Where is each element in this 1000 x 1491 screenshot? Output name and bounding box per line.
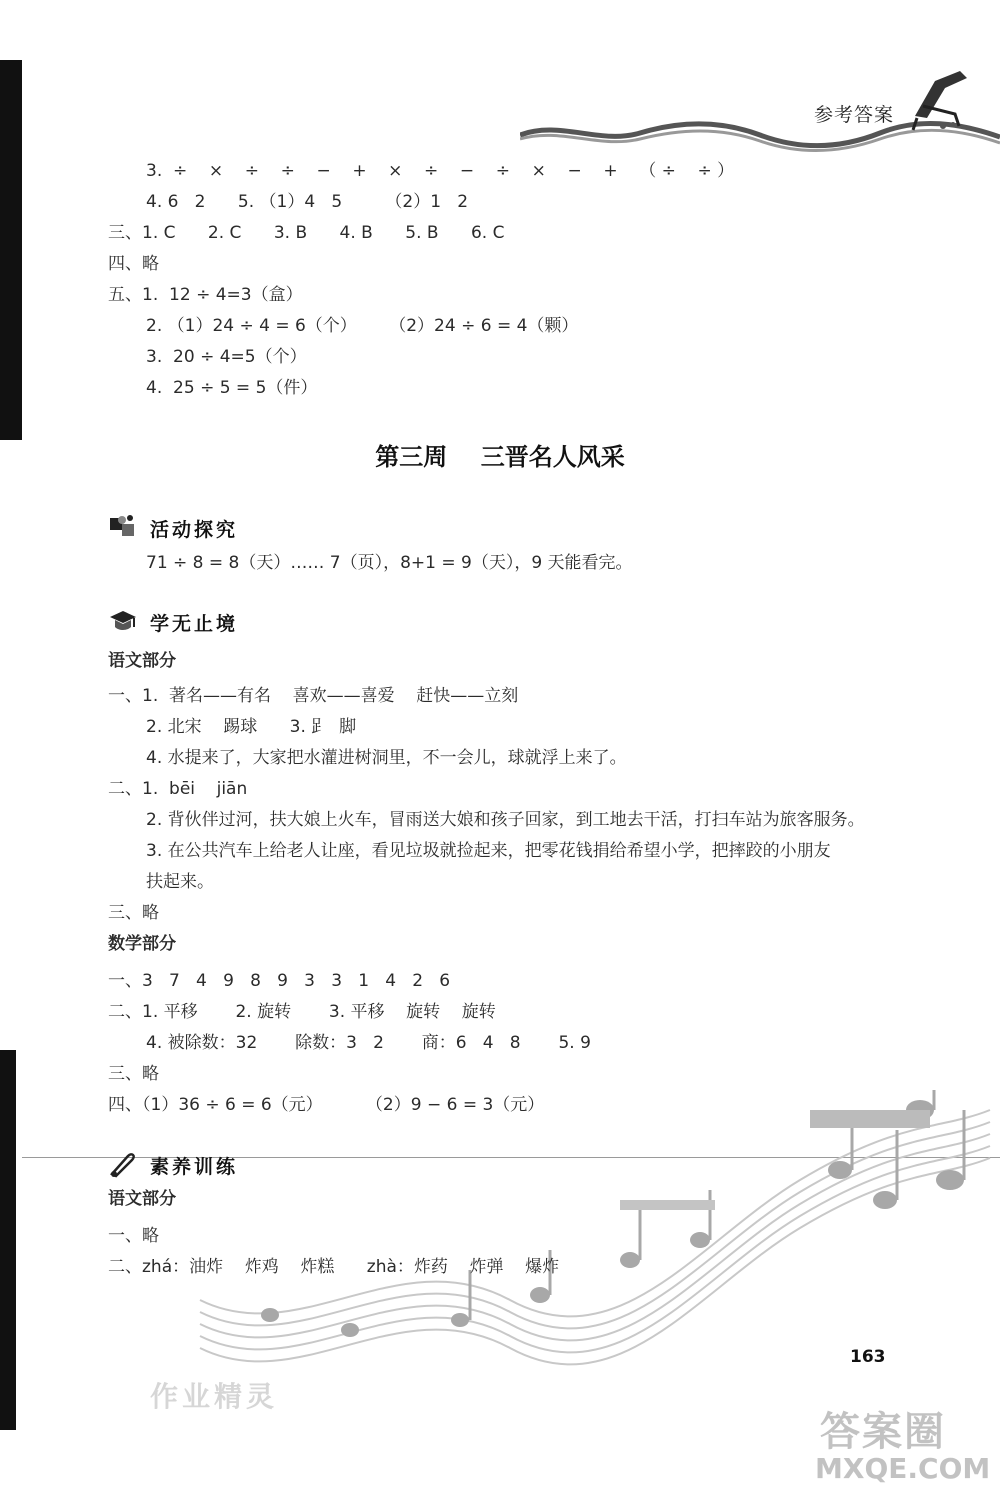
answer-line: 3. ÷ × ÷ ÷ − + × ÷ − ÷ × − + （ ÷ ÷ ） (146, 161, 735, 181)
answer-line: 二、zhá：油炸 炸鸡 炸糕 zhà：炸药 炸弹 爆炸 (108, 1257, 560, 1277)
answer-line: 4. 水提来了，大家把水灌进树洞里，不一会儿，球就浮上来了。 (146, 748, 627, 768)
puzzle-icon (108, 512, 138, 540)
math-section-label: 数学部分 (108, 934, 176, 954)
answer-line: 4. 25 ÷ 5 = 5（件） (146, 378, 318, 398)
answer-line: 一、1. 著名——有名 喜欢——喜爱 赶快——立刻 (108, 686, 519, 706)
beach-chair-icon (905, 66, 975, 132)
answer-line: 扶起来。 (146, 872, 214, 892)
activity-answer: 71 ÷ 8 = 8（天）…… 7（页），8+1 = 9（天），9 天能看完。 (146, 553, 633, 573)
scan-edge-top (0, 60, 22, 440)
music-notes-decoration (180, 1090, 1000, 1420)
answer-line: 3. 20 ÷ 4=5（个） (146, 347, 307, 367)
activity-heading: 活动探究 (150, 519, 239, 541)
graduation-cap-icon (108, 607, 138, 635)
answer-line: 二、1. bēi jiān (108, 779, 248, 799)
answer-line: 一、3 7 4 9 8 9 3 3 1 4 2 6 (108, 971, 451, 991)
watermark-bottom-left: 作业精灵 (150, 1380, 279, 1413)
scan-edge-bottom (0, 1050, 16, 1430)
scroll-icon (108, 1150, 138, 1178)
chapter-title: 第三周 三晋名人风采 (375, 443, 625, 471)
learning-heading: 学无止境 (150, 613, 239, 635)
answer-line: 2. （1）24 ÷ 4 = 6（个） （2）24 ÷ 6 = 4（颗） (146, 316, 579, 336)
answer-line: 2. 背伙伴过河，扶大娘上火车，冒雨送大娘和孩子回家，到工地去干活，打扫车站为旅客服务。 (146, 810, 865, 830)
answer-line: 三、略 (108, 903, 159, 923)
answer-line: 4. 6 2 5. （1）4 5 （2）1 2 (146, 192, 469, 212)
answer-line: 4. 被除数：32 除数：3 2 商：6 4 8 5. 9 (146, 1033, 591, 1053)
watermark-site: MXQE.COM (815, 1452, 991, 1485)
answer-line: 三、略 (108, 1064, 159, 1084)
training-chinese-label: 语文部分 (108, 1189, 176, 1209)
answer-line: 3. 在公共汽车上给老人让座，看见垃圾就捡起来，把零花钱捐给希望小学，把摔跤的小朋友 (146, 841, 831, 861)
training-heading: 素养训练 (150, 1156, 239, 1178)
header-title: 参考答案 (814, 104, 895, 126)
answer-line: 二、1. 平移 2. 旋转 3. 平移 旋转 旋转 (108, 1002, 496, 1022)
answer-line: 四、（1）36 ÷ 6 = 6（元） （2）9 − 6 = 3（元） (108, 1095, 545, 1115)
chinese-section-label: 语文部分 (108, 651, 176, 671)
answer-line: 三、1. C 2. C 3. B 4. B 5. B 6. C (108, 223, 505, 243)
watermark-bottom-right: 答案圈 (820, 1409, 946, 1455)
answer-line: 五、1. 12 ÷ 4=3（盒） (108, 285, 303, 305)
page-number: 163 (850, 1347, 886, 1367)
answer-line: 2. 北宋 踢球 3. 𧾷 脚 (146, 717, 357, 737)
answer-line: 一、略 (108, 1226, 159, 1246)
answer-line: 四、略 (108, 254, 159, 274)
